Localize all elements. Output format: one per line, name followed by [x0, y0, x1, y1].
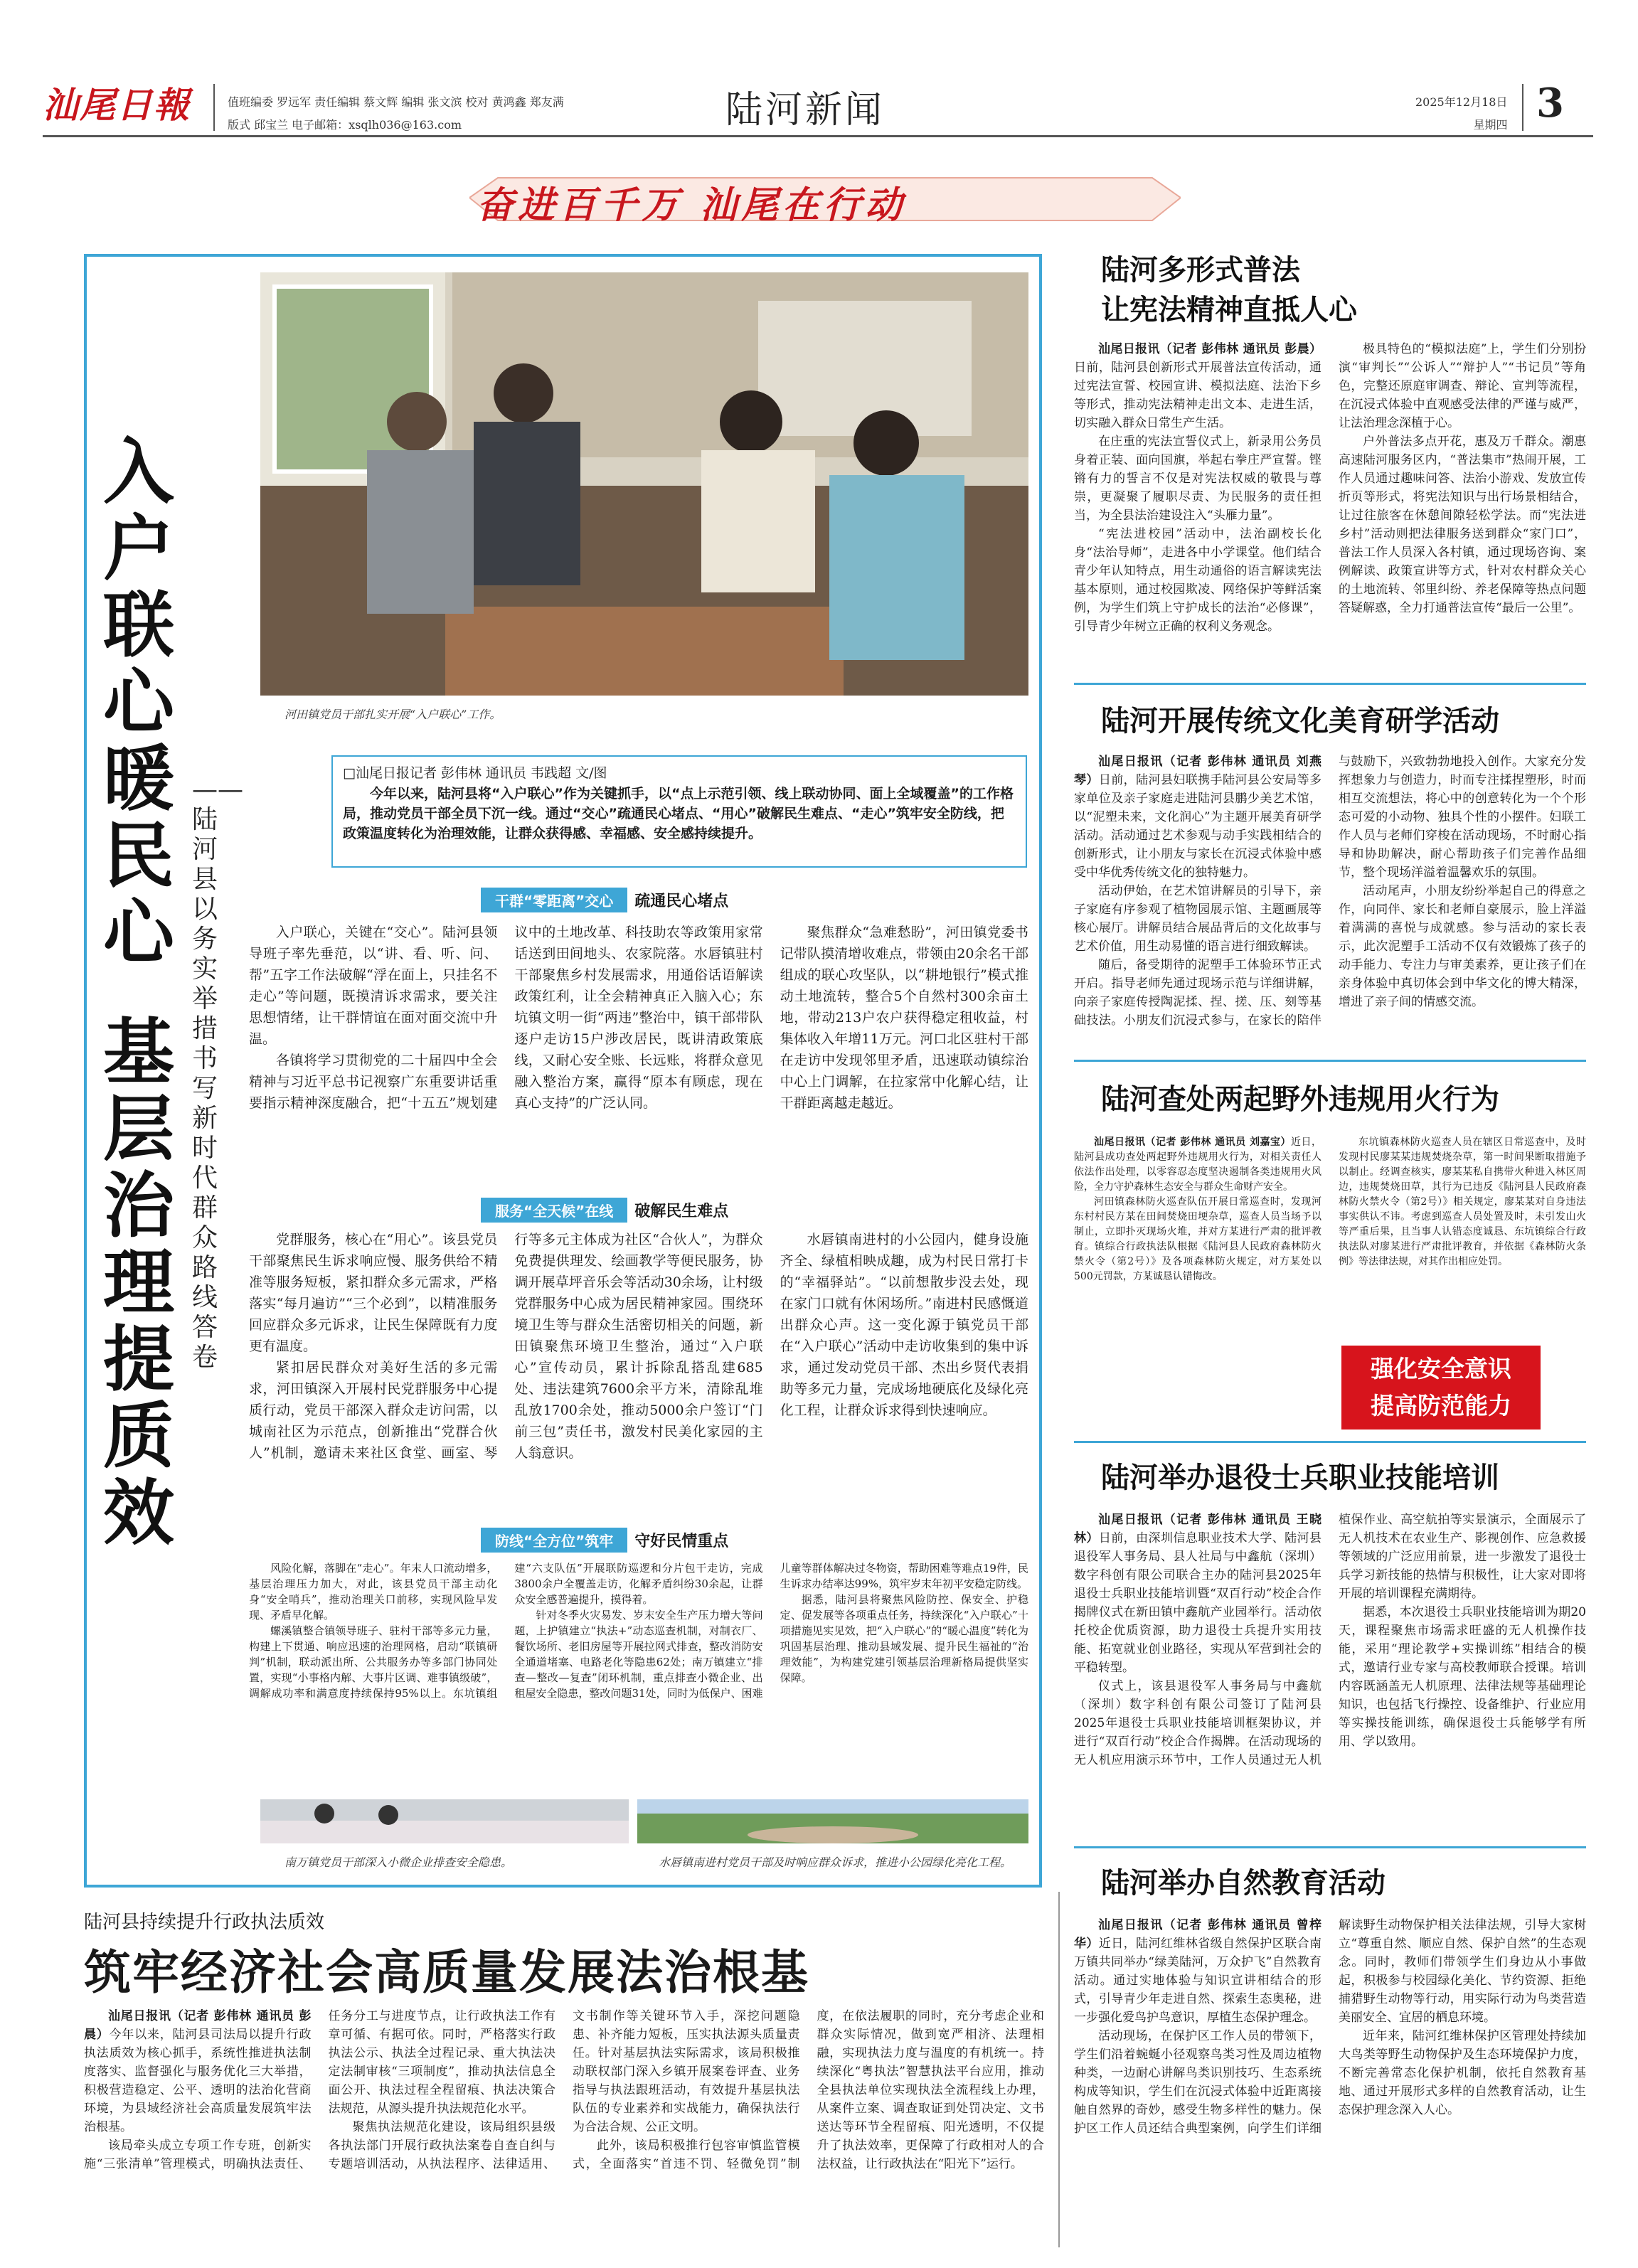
- headline-line: 让宪法精神直抵人心: [1101, 294, 1357, 326]
- campaign-banner: 奋进百千万 汕尾在行动: [477, 184, 907, 227]
- paragraph: 随后，备受期待的泥塑手工体验环节正式开启。指导老师先通过现场示范与详细讲解，向亲子家庭传授陶泥揉、捏、搓、压、刻等基础技法。小朋友们沉浸式参与，在家长的陪伴与鼓励下，兴致勃勃地投入创作。大家充分发挥想象力与创造力，时而专注揉捏塑形，时而相互交流想法，将心中的创意转化为一个个形态可爱的小动物、独具个性的小摆件。妇联工作人员与老师们穿梭在活动现场，不时耐心指导和协助解决，耐心帮助孩子们完善作品细节，整个现场洋溢着温馨欢乐的氛围。: [1074, 755, 1586, 1028]
- column-rule: [1058, 1892, 1060, 2247]
- paragraph: 日前，陆河县妇联携手陆河县公安局等多家单位及亲子家庭走进陆河县鹏少美艺术馆，以“泥塑未来，文化润心”为主题开展美育研学活动。活动通过艺术参观与动手实践相结合的创新形式，让小朋友与家长在沉浸式体验中感受中华优秀传统文化的独特魅力。: [1074, 773, 1322, 880]
- paragraph: 近年来，陆河红维林保护区管理处持续加大鸟类等野生动物保护及生态环境保护力度，不断完善常态化保护机制，依托自然教育基地、通过开展形式多样的自然教育活动，让生态保护理念深入人心。: [1339, 2029, 1586, 2117]
- masthead-divider: [213, 84, 215, 131]
- paragraph: 东坑镇森林防火巡查人员在辖区日常巡查中，及时发现村民廖某某违规焚烧杂草，第一时间果断取措施予以制止。经调查核实，廖某某私自携带火种进入林区周边，违规焚烧田草，其行为已违反《陆河县人民政府森林防火禁火令（第2号）》相关规定，廖某某对自身违法事实供认不讳。考虑到巡查人员处置及时，未引发山火等严重后果，且当事人认错态度诚恳、东坑镇综合行政执法队对廖某进行严肃批评教育，并依据《森林防火条例》等法律法规，对其作出相应处罚。: [1339, 1136, 1586, 1267]
- paragraph: 聚焦执法规范化建设，该局组织县级各执法部门开展行政执法案卷自查自纠与专题培训活动，从执法程序、法律适用、文书制作等关键环节入手，深挖问题隐患、补齐能力短板，压实执法源头质量责任。针对基层执法实际需求，该局积极推动联权部门深入乡镇开展案卷评查、业务指导与执法跟班活动，有效提升基层执法队伍的专业素养和实战能力，确保执法行为合法合规、公正文明。: [328, 2009, 800, 2171]
- editorial-credits: [228, 91, 564, 137]
- headline-line: 陆河举办自然教育活动: [1101, 1867, 1386, 1900]
- article-1-byline: 汕尾日报讯（记者 彭伟林 通讯员 彭晨）: [1098, 342, 1321, 356]
- newspaper-logo: 汕尾日報: [43, 84, 191, 126]
- article-5-headline: [1101, 1863, 1585, 1903]
- paragraph: 据悉，本次退役士兵职业技能培训为期20天，课程聚焦市场需求旺盛的无人机操作技能，采用“理论教学+实操训练”相结合的模式，邀请行业专家与高校教师联合授课。培训内容既涵盖无人机原理、法律法规等基础理论知识，也包括飞行操控、设备维护、行业应用等实操技能训练，确保退役士兵能够学有所用、学以致用。: [1339, 1605, 1586, 1749]
- lede-byline: □汕尾日报记者 彭伟林 通讯员 韦践超 文/图: [343, 765, 607, 781]
- credits-line-1: 值班编委 罗远军 责任编辑 蔡文辉 编辑 张文滨 校对 黄鸿鑫 郑友满: [228, 95, 564, 109]
- paragraph: 党群服务，核心在“用心”。该县党员干部聚焦民生诉求响应慢、服务供给不精准等服务短板，紧扣群众多元需求，严格落实“每月遍访”“三个必到”，以精准服务回应群众多元诉求，让民生保障既有力度更有温度。: [249, 1232, 498, 1354]
- paragraph: 该局牵头成立专项工作专班，创新实施“三张清单”管理模式，明确执法责任、任务分工与进度节点，让行政执法工作有章可循、有据可依。同时，严格落实行政执法公示、执法全过程记录、重大执法决定法制审核“三项制度”，推动执法信息全面公开、执法过程全程留痕、执法决策合法规范，从源头提升执法规范化水平。: [84, 2009, 555, 2171]
- article-2-body: [1074, 752, 1586, 1051]
- bottom-kicker: 陆河县持续提升行政执法质效: [84, 1912, 325, 1933]
- paragraph: 今年以来，陆河县司法局以提升行政执法质效为核心抓手，系统性推进执法制度落实、监督强化与服务优化三大举措，积极营造稳定、公平、透明的法治化营商环境，为县域经济社会高质量发展筑牢法治根基。: [84, 2028, 312, 2134]
- paragraph: 日前，陆河县创新形式开展普法宣传活动，通过宪法宣誓、校园宣讲、模拟法庭、法治下乡等形式，推动宪法精神走出文本、走进生活，切实融入群众日常生产生活。: [1074, 361, 1321, 430]
- feature-photo-home-visit: [260, 272, 1028, 696]
- paragraph: 河田镇森林防火巡查队伍开展日常巡查时，发现河东村村民方某在田间焚烧田埂杂草，巡查人员当场予以制止，立即扑灭现场火堆，并对方某进行严肃的批评教育。镇综合行政执法队根据《陆河县人民政府森林防火禁火令（第2号）》及各项森林防火规定，对方某处以500元罚款，方某诚恳认错悔改。: [1074, 1196, 1321, 1282]
- subhead-2: [481, 1198, 728, 1222]
- safety-promo-badge: [1341, 1346, 1541, 1430]
- paragraph: 此外，该局积极推行包容审慎监管模式，全面落实“首违不罚、轻微免罚”制度，在依法履职的同时，充分考虑企业和群众实际情况，做到宽严相济、法理相融，实现执法力度与温度的有机统一。持续深化“粤执法”智慧执法平台应用，推动全县执法单位实现执法全流程线上办理，从案件立案、调查取证到处罚决定、文书送达等环节全程留痕、阳光透明，不仅提升了执法效率，更保障了行政相对人的合法权益，让行政执法在“阳光下”运行。: [573, 2009, 1044, 2171]
- issue-weekday: 星期四: [1473, 118, 1508, 132]
- paragraph: 近日，陆河县成功查处两起野外违规用火行为，对相关责任人依法作出处理，以零容忍态度坚决遏制各类违规用火风险，全力守护森林生态安全与群众生命财产安全。: [1074, 1136, 1322, 1193]
- feature-subtitle: ——陆河县以务实举措书写新时代群众路线答卷: [192, 775, 243, 1372]
- headline-line: 陆河多形式普法: [1101, 254, 1300, 287]
- subhead-1: [481, 888, 728, 912]
- headline-line: 陆河举办退役士兵职业技能培训: [1101, 1462, 1499, 1494]
- subhead-2-text: 破解民生难点: [634, 1203, 729, 1220]
- paragraph: 活动伊始，在艺术馆讲解员的引导下，亲子家庭有序参观了植物园展示馆、主题画展等核心展厅。讲解员结合展品背后的文化故事与艺术价值，用生动易懂的语言进行细致解读。: [1074, 884, 1321, 954]
- promo-line-2: 提高防范能力: [1371, 1392, 1511, 1420]
- masthead-rule: [43, 135, 1593, 137]
- article-2-headline: [1101, 701, 1585, 741]
- article-divider: [1074, 1441, 1586, 1443]
- section-3-body: [249, 1560, 1028, 1788]
- paragraph: 据悉，陆河县将聚焦风险防控、保安全、护稳定、促发展等各项重点任务，持续深化“入户联心”十项措施见实见效，把“入户联心”的“暖心温度”转化为巩固基层治理、推动县域发展、提升民生福祉的“治理效能”，为构建党建引领基层治理新格局提供坚实保障。: [780, 1593, 1028, 1684]
- paragraph: “宪法进校园”活动中，法治副校长化身“法治导师”，走进各中小学课堂。他们结合青少年认知特点，用生动通俗的语言解读宪法基本原则，通过校园欺凌、网络保护等鲜活案例，为学生们筑上守护成长的法治“必修课”，引导青少年树立正确的权利义务观念。: [1074, 527, 1321, 634]
- paragraph: 近日，陆河红维林省级自然保护区联合南万镇共同举办“绿美陆河，万众护飞”自然教育活动。通过实地体验与知识宣讲相结合的形式，引导青少年走进自然、探索生态奥秘，进一步强化爱鸟护鸟意识，厚植生态保护理念。: [1074, 1937, 1322, 2025]
- bottom-byline: 汕尾日报讯（记者 彭伟林 通讯员 彭晨）: [84, 2009, 312, 2042]
- article-2-byline: 汕尾日报讯（记者 彭伟林 通讯员 刘燕琴）: [1074, 755, 1321, 787]
- paragraph: 紧扣居民群众对美好生活的多元需求，河田镇深入开展村民党群服务中心提质行动，党员干部深入群众走访问需，以城南社区为示范点，创新推出“党群合伙人”机制，邀请未来社区食堂、画室、琴行等多元主体成为社区“合伙人”，为群众免费提供理发、绘画教学等便民服务，协调开展草坪音乐会等活动30余场，让村级党群服务中心成为居民精神家园。围绕环境卫生等与群众生活密切相关的问题，新田镇聚焦环境卫生整治，通过“入户联心”宣传动员，累计拆除乱搭乱建685处、违法建筑7600余平方米，清除乱堆乱放1700余处，推动5000余户签订“门前三包”责任书，激发村民美化家园的主人翁意识。: [249, 1232, 763, 1461]
- paragraph: 在庄重的宪法宣誓仪式上，新录用公务员身着正装、面向国旗，举起右拳庄严宣誓。铿锵有力的誓言不仅是对宪法权威的敬畏与尊崇，更凝聚了履职尽责、为民服务的责任担当，为全县法治建设注入“头雁力量”。: [1074, 435, 1321, 523]
- paragraph: 入户联心，关键在“交心”。陆河县领导班子率先垂范，以“讲、看、听、问、帮”五字工作法破解“浮在面上，只挂名不走心”等问题，既摸清诉求需求，要关注思想情绪，让干群情谊在面对面交流中升温。: [249, 925, 498, 1047]
- article-divider: [1074, 1846, 1586, 1848]
- paragraph: 极具特色的“模拟法庭”上，学生们分别扮演“审判长”“公诉人”“辩护人”“书记员”等角色，完整还原庭审调查、辩论、宣判等流程，在沉浸式体验中直观感受法律的严谨与威严，让法治理念深植于心。: [1339, 342, 1586, 430]
- bottom-headline: 筑牢经济社会高质量发展法治根基: [84, 1945, 809, 2000]
- article-3-headline: [1101, 1080, 1585, 1119]
- paragraph: 仪式上，该县退役军人事务局与中鑫航（深圳）数字科创有限公司签订了陆河县2025年退役士兵职业技能培训框架协议，并进行“双百行动”校企合作揭牌。在活动现场的无人机应用演示环节中，工作人员通过无人机植保作业、高空航拍等实景演示，全面展示了无人机技术在农业生产、影视创作、应急救援等领域的广泛应用前景，进一步激发了退役士兵学习新技能的热情与积极性，让大家对即将开展的培训课程充满期待。: [1074, 1513, 1586, 1767]
- paragraph: 水唇镇南进村的小公园内，健身设施齐全、绿植相映成趣，成为村民日常打卡的“幸福驿站”。“以前想散步没去处，现在家门口就有休闲场所。”南进村民感慨道出群众心声。这一变化源于镇党员干部在“入户联心”活动中走访收集到的集中诉求，通过发动党员干部、杰出乡贤代表捐助等多元力量，完成场地硬底化及绿化亮化工程，让群众诉求得到快速响应。: [780, 1232, 1028, 1418]
- photo2-caption: 南万镇党员干部深入小微企业排查安全隐患。: [284, 1856, 513, 1869]
- paragraph: 活动现场，在保护区工作人员的带领下，学生们沿着蜿蜒小径观察鸟类习性及周边植物种类，一边耐心讲解鸟类识别技巧、生态系统构成等知识，学生们在沉浸式体验中近距离接触自然界的奇妙，感受生物多样性的魅力。保护区工作人员还结合典型案例，向学生们详细解读野生动物保护相关法律法规，引导大家树立“尊重自然、顺应自然、保护自然”的生态观念。同时，教师们带领学生们身边从小事做起，积极参与校园绿化美化、节约资源、拒绝捕猎野生动物等行动，用实际行动为鸟类营造美丽安全、宜居的栖息环境。: [1074, 1918, 1586, 2136]
- paragraph: 螺溪镇整合镇领导班子、驻村干部等多元力量，构建上下贯通、响应迅速的治理网格，启动“联镇研判”机制，联动派出所、公共服务办等多部门协同处置，实现“小事格内解、大事片区调、难事镇级破”，调解成功率和满意度持续保持95%以上。东坑镇组建“六支队伍”开展联防巡逻和分片包干走访，完成3800余户全覆盖走访，化解矛盾纠纷30余起，让群众安全感普遍提升，摸得着。: [249, 1562, 763, 1700]
- paragraph: 活动尾声，小朋友纷纷举起自己的得意之作，向同伴、家长和老师自豪展示，脸上洋溢着满满的喜悦与成就感。参与活动的家长表示，此次泥塑手工活动不仅有效锻炼了孩子的动手能力、专注力与审美素养，更让孩子们在亲身体验中真切体会到中华文化的博大精深，增进了亲子间的情感交流。: [1339, 884, 1586, 1009]
- article-3-body: [1074, 1135, 1586, 1341]
- subhead-1-tag: 干群“零距离”交心: [481, 888, 627, 912]
- headline-line: 陆河开展传统文化美育研学活动: [1101, 705, 1499, 738]
- article-5-byline: 汕尾日报讯（记者 彭伟林 通讯员 曾梓华）: [1074, 1918, 1321, 1951]
- photo3-caption: 水唇镇南进村党员干部及时响应群众诉求，推进小公园绿化亮化工程。: [659, 1856, 1012, 1869]
- subhead-3-text: 守好民情重点: [634, 1533, 729, 1550]
- issue-date: 2025年12月18日: [1415, 95, 1508, 109]
- credits-line-2: 版式 邱宝兰 电子邮箱：xsqlh036@163.com: [228, 118, 462, 132]
- article-4-body: [1074, 1511, 1586, 1824]
- lede-text: 今年以来，陆河县将“入户联心”作为关键抓手，以“点上示范引领、线上联动协同、面上全域覆盖”的工作格局，推动党员干部全员下沉一线。通过“交心”疏通民心堵点、“用心”破解民生难点、“走心”筑牢安全防线，把政策温度转化为治理效能，让群众获得感、幸福感、安全感持续提升。: [343, 786, 1014, 841]
- paragraph: 户外普法多点开花，惠及万千群众。潮惠高速陆河服务区内，“普法集市”热闹开展，工作人员通过趣味问答、法治小游戏、发放宣传折页等形式，将宪法知识与出行场景相结合，让过往旅客在休憩间隙轻松学法。而“宪法进乡村”活动则把法律服务送到群众“家门口”，普法工作人员深入各村镇，通过现场咨询、案例解读、政策宣讲等方式，针对农村群众关心的土地流转、邻里纠纷、养老保障等热点问题答疑解惑，全力打通普法宣传“最后一公里”。: [1339, 435, 1586, 615]
- lede-box: [331, 755, 1027, 868]
- photo1-caption: 河田镇党员干部扎实开展“入户联心”工作。: [284, 708, 501, 721]
- paragraph: 聚焦群众“急难愁盼”，河田镇党委书记带队摸清增收难点，带领由20余名干部组成的联心攻坚队，以“耕地银行”模式推动土地流转，整合5个自然村300余亩土地，带动213户农户获得稳定租收益，村集体收入年增11万元。河口北区驻村干部在走访中发现邻里矛盾，迅速联动镇综治中心上门调解，在拉家常中化解心结，让干群距离越走越近。: [780, 925, 1028, 1111]
- paragraph: 各镇将学习贯彻党的二十届四中全会精神与习近平总书记视察广东重要讲话重要指示精神深度融合，把“十五五”规划建议中的土地改革、科技助农等政策用家常话送到田间地头、农家院落。水唇镇驻村干部聚焦乡村发展需求，用通俗话语解读政策红利，让全会精神真正入脑入心；东坑镇文明一街“两违”整治中，镇干部带队逐户走访15户涉改居民，既讲清政策底线，又耐心安全账、长远账，将群众意见融入整治方案，赢得“原本有顾虑，现在真心支持”的广泛认同。: [249, 925, 763, 1111]
- article-3-byline: 汕尾日报讯（记者 彭伟林 通讯员 刘嘉宝）: [1094, 1136, 1292, 1148]
- section-2-body: [249, 1229, 1028, 1506]
- article-1-body: [1074, 340, 1586, 674]
- paragraph: 日前，由深圳信息职业技术大学、陆河县退役军人事务局、县人社局与中鑫航（深圳）数字科创有限公司联合主办的陆河县2025年退役士兵职业技能培训暨“双百行动”校企合作揭牌仪式在新田镇中鑫航产业园举行。活动依托校企优质资源，助力退役士兵提升实用技能、拓宽就业创业路径，实现从军营到社会的平稳转型。: [1074, 1531, 1322, 1675]
- paragraph: 风险化解，落脚在“走心”。年末人口流动增多，基层治理压力加大，对此，该县党员干部主动化身“安全哨兵”，推动治理关口前移，实现风险早发现、矛盾早化解。: [249, 1562, 498, 1622]
- feature-photo-park: [637, 1799, 1028, 1843]
- feature-title-line-1: 入户联心暖民心: [103, 430, 174, 974]
- section-1-body: [249, 922, 1028, 1178]
- paragraph: 针对冬季火灾易发、岁末安全生产压力增大等问题，上护镇建立“执法+”动态巡查机制，对制衣厂、餐饮场所、老旧房屋等开展拉网式排查，整改消防安全通道堵塞、电路老化等隐患62处；南万镇建立“排查—整改—复查”闭环机制，重点排查小微企业、出租屋安全隐患，整改问题31处，同时为低保户、困难儿童等群体解决过冬物资，帮助困难等难点19件，民生诉求办结率达99%，筑牢岁末年初平安稳定防线。: [514, 1562, 1028, 1700]
- promo-line-1: 强化安全意识: [1371, 1355, 1511, 1383]
- feature-title: [103, 430, 181, 1555]
- headline-line: 陆河查处两起野外违规用火行为: [1101, 1083, 1499, 1116]
- subhead-2-tag: 服务“全天候”在线: [481, 1198, 627, 1223]
- article-4-headline: [1101, 1458, 1585, 1498]
- feature-photo-safety-check: [260, 1799, 629, 1843]
- feature-title-line-2: 基层治理提质效: [103, 1011, 174, 1555]
- section-title: 陆河新闻: [725, 89, 886, 132]
- page-number-divider: [1522, 84, 1523, 131]
- subhead-1-text: 疏通民心堵点: [634, 893, 729, 910]
- page-number: 3: [1536, 80, 1564, 127]
- bottom-article-body: [84, 2007, 1044, 2256]
- article-4-byline: 汕尾日报讯（记者 彭伟林 通讯员 王晓林）: [1074, 1513, 1321, 1545]
- article-1-headline: [1101, 250, 1585, 330]
- article-5-body: [1074, 1916, 1586, 2250]
- subhead-3-tag: 防线“全方位”筑牢: [481, 1528, 627, 1553]
- subhead-3: [481, 1528, 728, 1552]
- issue-date-block: [1415, 91, 1507, 137]
- article-divider: [1074, 1060, 1586, 1062]
- article-divider: [1074, 683, 1586, 685]
